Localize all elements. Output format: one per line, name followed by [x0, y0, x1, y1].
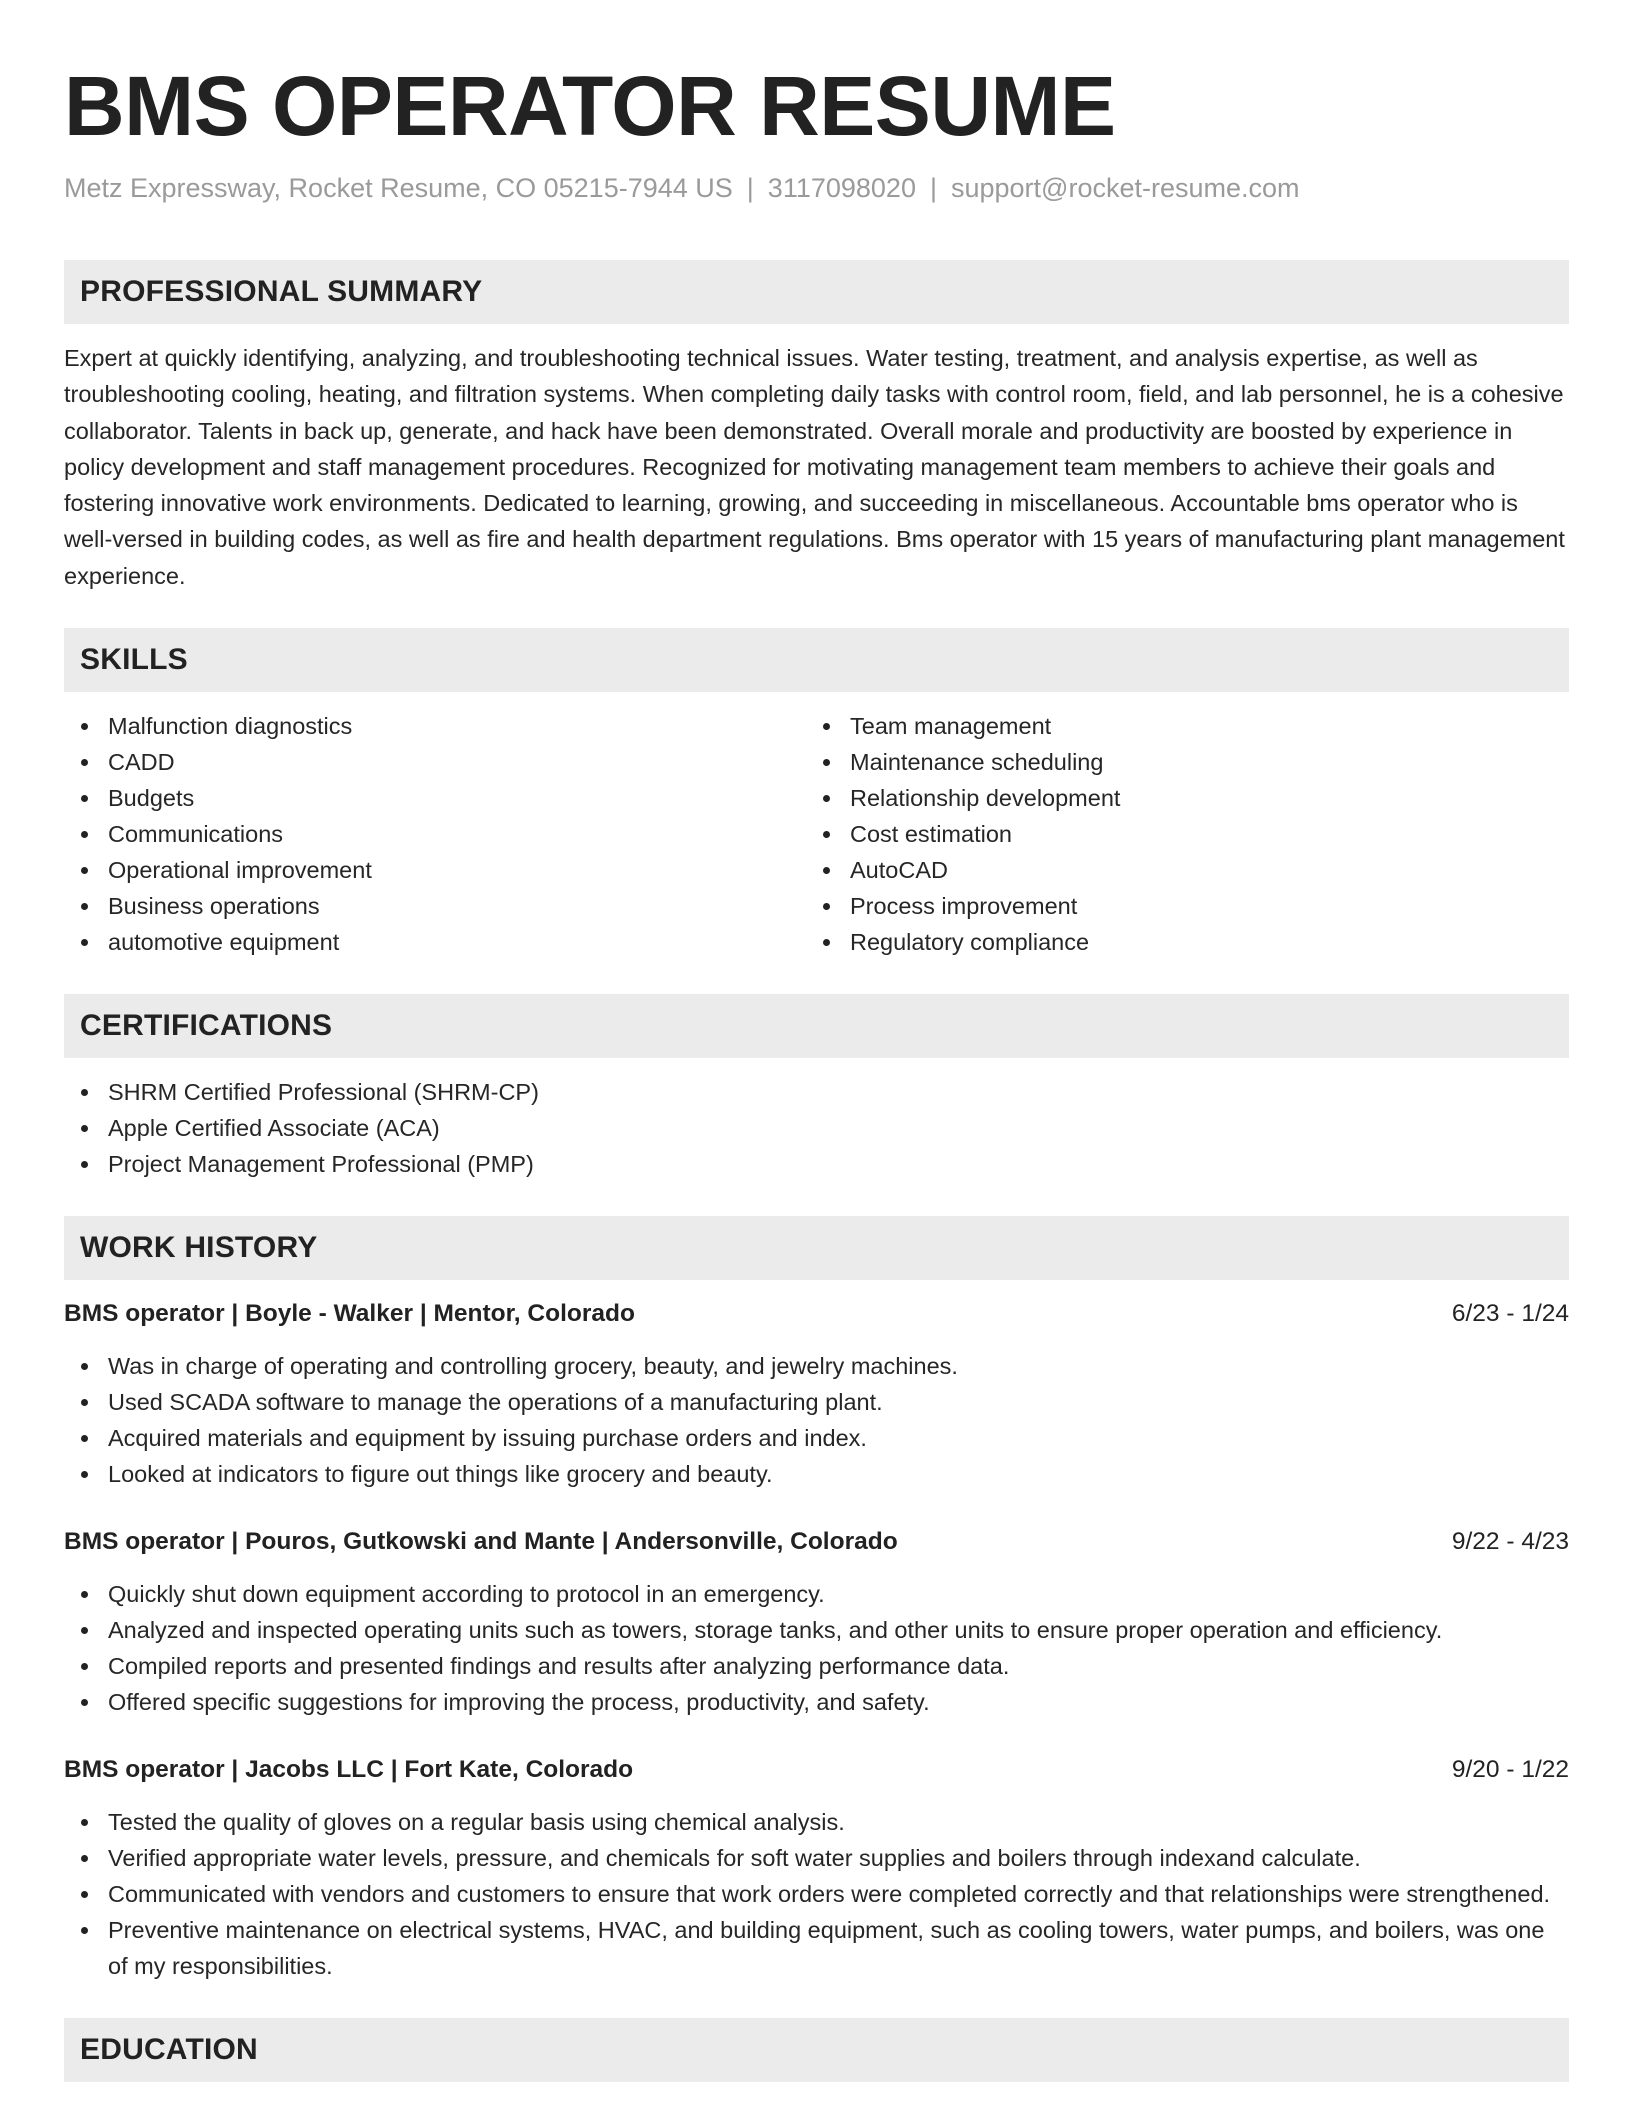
skills-column-left	[64, 708, 806, 960]
job-entry	[64, 1296, 1569, 1492]
skill-item: Relationship development	[806, 780, 1548, 816]
job-bullets	[64, 1804, 1569, 1984]
skill-item: Malfunction diagnostics	[64, 708, 806, 744]
job-bullet: Tested the quality of gloves on a regular basis using chemical analysis.	[64, 1804, 1569, 1840]
job-title: BMS operator | Boyle - Walker | Mentor, Colorado	[64, 1300, 635, 1328]
certification-item: Apple Certified Associate (ACA)	[64, 1110, 1569, 1146]
job-header	[64, 1296, 1569, 1332]
skills-list	[64, 708, 1569, 960]
skill-item: Operational improvement	[64, 852, 806, 888]
contact-separator: |	[929, 173, 937, 203]
skill-item: Communications	[64, 816, 806, 852]
job-bullet: Verified appropriate water levels, pressure, and chemicals for soft water supplies and boilers through indexand calculate.	[64, 1840, 1569, 1876]
skill-item: Budgets	[64, 780, 806, 816]
contact-separator: |	[746, 173, 754, 203]
section-header-summary: PROFESSIONAL SUMMARY	[64, 260, 1569, 324]
skill-item: Process improvement	[806, 888, 1548, 924]
skills-column-right	[806, 708, 1548, 960]
job-bullets	[64, 1576, 1569, 1720]
skill-item: Maintenance scheduling	[806, 744, 1548, 780]
skill-item: automotive equipment	[64, 924, 806, 960]
job-bullets	[64, 1348, 1569, 1492]
job-bullet: Was in charge of operating and controlling grocery, beauty, and jewelry machines.	[64, 1348, 1569, 1384]
job-bullet: Looked at indicators to figure out things like grocery and beauty.	[64, 1456, 1569, 1492]
job-dates: 9/20 - 1/22	[1451, 1756, 1569, 1784]
skill-item: Team management	[806, 708, 1548, 744]
job-bullet: Preventive maintenance on electrical systems, HVAC, and building equipment, such as cooling towers, water pumps, and boilers, was one of my responsibilities.	[64, 1912, 1569, 1984]
contact-address: Metz Expressway, Rocket Resume, CO 05215-7944 US	[64, 173, 733, 203]
job-bullet: Communicated with vendors and customers to ensure that work orders were completed correctly and that relationships were strengthened.	[64, 1876, 1569, 1912]
skill-item: Regulatory compliance	[806, 924, 1548, 960]
job-bullet: Used SCADA software to manage the operations of a manufacturing plant.	[64, 1384, 1569, 1420]
section-header-skills: SKILLS	[64, 628, 1569, 692]
certification-item: SHRM Certified Professional (SHRM-CP)	[64, 1074, 1569, 1110]
resume-page	[64, 0, 1569, 2082]
skill-item: Business operations	[64, 888, 806, 924]
job-dates: 9/22 - 4/23	[1451, 1528, 1569, 1556]
job-bullet: Analyzed and inspected operating units such as towers, storage tanks, and other units to ensure proper operation and efficiency.	[64, 1612, 1569, 1648]
section-header-certifications: CERTIFICATIONS	[64, 994, 1569, 1058]
resume-title: BMS OPERATOR RESUME	[64, 59, 1116, 153]
job-header	[64, 1524, 1569, 1560]
job-bullet: Acquired materials and equipment by issuing purchase orders and index.	[64, 1420, 1569, 1456]
job-bullet: Quickly shut down equipment according to protocol in an emergency.	[64, 1576, 1569, 1612]
contact-line	[64, 170, 1569, 206]
contact-phone: 3117098020	[767, 173, 916, 203]
skill-item: CADD	[64, 744, 806, 780]
job-bullet: Offered specific suggestions for improving the process, productivity, and safety.	[64, 1684, 1569, 1720]
job-header	[64, 1752, 1569, 1788]
section-header-work-history: WORK HISTORY	[64, 1216, 1569, 1280]
section-header-education: EDUCATION	[64, 2018, 1569, 2082]
certifications-list	[64, 1074, 1569, 1182]
contact-email: support@rocket-resume.com	[950, 173, 1300, 203]
job-bullet: Compiled reports and presented findings and results after analyzing performance data.	[64, 1648, 1569, 1684]
job-title: BMS operator | Pouros, Gutkowski and Mante | Andersonville, Colorado	[64, 1528, 898, 1556]
job-entry	[64, 1524, 1569, 1720]
skill-item: AutoCAD	[806, 852, 1548, 888]
certification-item: Project Management Professional (PMP)	[64, 1146, 1569, 1182]
job-entry	[64, 1752, 1569, 1984]
job-title: BMS operator | Jacobs LLC | Fort Kate, Colorado	[64, 1756, 634, 1784]
summary-text: Expert at quickly identifying, analyzing, and troubleshooting technical issues. Water testing, treatment, and analysis expertise, as well as troubleshooting cooling, heating, and filtration systems. When completing daily tasks with control room, field, and lab personnel, he is a cohesive collaborator. Talents in back up, generate, and hack have been demonstrated. Overall morale and productivity are boosted by experience in policy development and staff management procedures. Recognized for motivating management team members to achieve their goals and fostering innovative work environments. Dedicated to learning, growing, and succeeding in miscellaneous. Accountable bms operator who is well-versed in building codes, as well as fire and health department regulations. Bms operator with 15 years of manufacturing plant management experience.	[64, 345, 1565, 589]
job-dates: 6/23 - 1/24	[1451, 1300, 1569, 1328]
skill-item: Cost estimation	[806, 816, 1548, 852]
